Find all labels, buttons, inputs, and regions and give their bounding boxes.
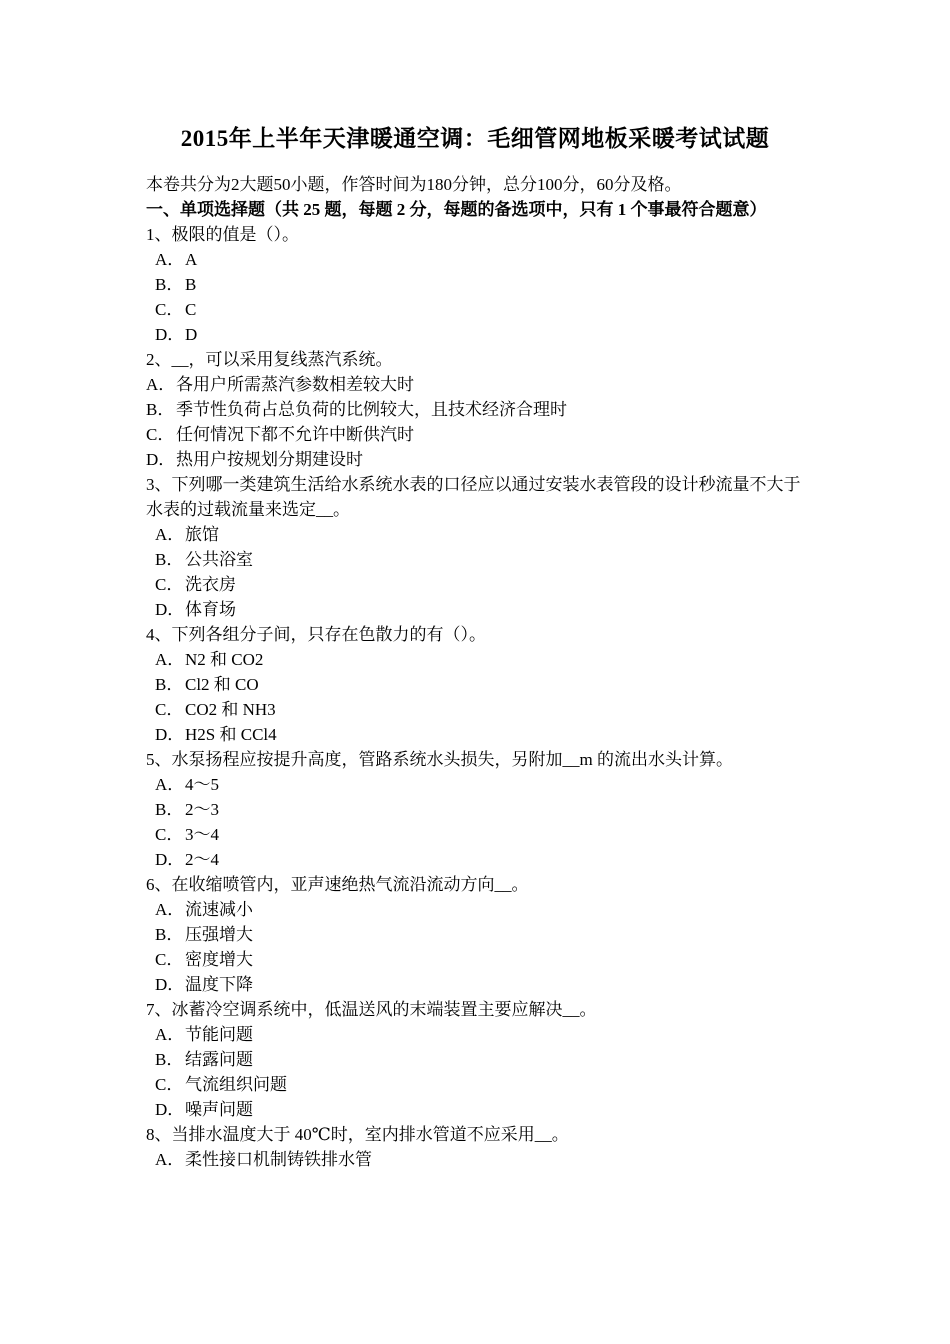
exam-intro: 本卷共分为2大题50小题，作答时间为180分钟，总分100分，60分及格。 xyxy=(146,175,682,194)
question-text: 1、极限的值是（）。 xyxy=(146,225,299,244)
question-text: 3、下列哪一类建筑生活给水系统水表的口径应以通过安装水表管段的设计秒流量不大于水表的过载流量来选定__。 xyxy=(146,475,801,519)
question-text: 8、当排水温度大于 40℃时，室内排水管道不应采用__。 xyxy=(146,1125,569,1144)
option-text: 2～3 xyxy=(185,800,219,819)
option-text: 结露问题 xyxy=(185,1050,253,1069)
question-text: 7、冰蓄冷空调系统中，低温送风的末端装置主要应解决__。 xyxy=(146,1000,597,1019)
option-key: A． xyxy=(155,650,185,669)
option-text: 4～5 xyxy=(185,775,219,794)
option-text: 公共浴室 xyxy=(185,550,253,569)
document-title: 2015年上半年天津暖通空调：毛细管网地板采暖考试试题 xyxy=(180,126,770,151)
option-key: A． xyxy=(155,525,185,544)
option-key: A． xyxy=(155,775,185,794)
answer-option xyxy=(146,247,816,272)
option-text: 流速减小 xyxy=(185,900,253,919)
answer-option xyxy=(146,1097,816,1122)
option-text: 噪声问题 xyxy=(185,1100,253,1119)
question-text: 4、下列各组分子间，只存在色散力的有（）。 xyxy=(146,625,486,644)
question-item xyxy=(146,222,816,347)
answer-option xyxy=(146,1047,816,1072)
option-key: C． xyxy=(155,575,184,594)
option-text: 旅馆 xyxy=(185,525,219,544)
question-item xyxy=(146,872,816,997)
answer-option xyxy=(146,1072,816,1097)
option-text: 气流组织问题 xyxy=(185,1075,287,1094)
answer-option xyxy=(146,322,816,347)
option-key: B． xyxy=(146,400,175,419)
option-key: A． xyxy=(155,250,185,269)
option-text: 任何情况下都不允许中断供汽时 xyxy=(176,425,414,444)
answer-option xyxy=(146,597,816,622)
answer-option xyxy=(146,547,816,572)
question-item xyxy=(146,472,816,622)
answer-option xyxy=(146,972,816,997)
question-text: 5、水泵扬程应按提升高度，管路系统水头损失，另附加__m 的流出水头计算。 xyxy=(146,750,733,769)
option-key: C． xyxy=(155,300,184,319)
question-item xyxy=(146,347,816,472)
answer-option xyxy=(146,522,816,547)
option-key: C． xyxy=(155,1075,184,1094)
option-text: 密度增大 xyxy=(185,950,253,969)
option-key: B． xyxy=(155,550,184,569)
option-text: 柔性接口机制铸铁排水管 xyxy=(185,1150,372,1169)
option-text: A xyxy=(185,250,198,269)
option-text: 节能问题 xyxy=(185,1025,253,1044)
option-text: D xyxy=(185,325,198,344)
option-key: B． xyxy=(155,800,184,819)
answer-option xyxy=(146,672,816,697)
option-text: Cl2 和 CO xyxy=(185,675,259,694)
answer-option xyxy=(146,447,816,472)
option-text: 温度下降 xyxy=(185,975,253,994)
answer-option xyxy=(146,922,816,947)
answer-option xyxy=(146,772,816,797)
answer-option xyxy=(146,947,816,972)
option-key: D． xyxy=(155,1100,185,1119)
option-text: B xyxy=(185,275,197,294)
document-body xyxy=(146,172,816,1172)
option-key: A． xyxy=(155,1150,185,1169)
option-key: C． xyxy=(146,425,175,444)
option-key: B． xyxy=(155,925,184,944)
answer-option xyxy=(146,822,816,847)
option-key: D． xyxy=(146,450,176,469)
answer-option xyxy=(146,897,816,922)
option-key: C． xyxy=(155,950,184,969)
answer-option xyxy=(146,297,816,322)
question-item xyxy=(146,997,816,1122)
option-key: B． xyxy=(155,1050,184,1069)
option-text: 2～4 xyxy=(185,850,219,869)
option-text: 体育场 xyxy=(185,600,236,619)
answer-option xyxy=(146,372,816,397)
answer-option xyxy=(146,572,816,597)
option-key: C． xyxy=(155,700,184,719)
answer-option xyxy=(146,797,816,822)
option-text: 各用户所需蒸汽参数相差较大时 xyxy=(176,375,414,394)
option-text: H2S 和 CCl4 xyxy=(185,725,277,744)
option-text: 洗衣房 xyxy=(185,575,236,594)
option-text: 季节性负荷占总负荷的比例较大，且技术经济合理时 xyxy=(176,400,567,419)
answer-option xyxy=(146,397,816,422)
option-key: C． xyxy=(155,825,184,844)
answer-option xyxy=(146,697,816,722)
option-text: 压强增大 xyxy=(185,925,253,944)
option-key: D． xyxy=(155,600,185,619)
option-key: A． xyxy=(146,375,176,394)
option-key: B． xyxy=(155,275,184,294)
option-text: 热用户按规划分期建设时 xyxy=(176,450,363,469)
question-item xyxy=(146,622,816,747)
option-key: D． xyxy=(155,725,185,744)
question-item xyxy=(146,1122,816,1172)
option-key: D． xyxy=(155,975,185,994)
option-key: D． xyxy=(155,325,185,344)
option-key: B． xyxy=(155,675,184,694)
option-text: 3～4 xyxy=(185,825,219,844)
answer-option xyxy=(146,722,816,747)
answer-option xyxy=(146,422,816,447)
question-text: 2、__，可以采用复线蒸汽系统。 xyxy=(146,350,393,369)
option-key: A． xyxy=(155,900,185,919)
answer-option xyxy=(146,647,816,672)
answer-option xyxy=(146,272,816,297)
question-list xyxy=(146,222,816,1172)
question-text: 6、在收缩喷管内，亚声速绝热气流沿流动方向__。 xyxy=(146,875,529,894)
answer-option xyxy=(146,1022,816,1047)
question-item xyxy=(146,747,816,872)
answer-option xyxy=(146,847,816,872)
option-text: N2 和 CO2 xyxy=(185,650,264,669)
option-text: CO2 和 NH3 xyxy=(185,700,276,719)
option-text: C xyxy=(185,300,197,319)
option-key: D． xyxy=(155,850,185,869)
section-heading: 一、单项选择题（共 25 题，每题 2 分，每题的备选项中，只有 1 个事最符合题意） xyxy=(146,200,767,219)
option-key: A． xyxy=(155,1025,185,1044)
answer-option xyxy=(146,1147,816,1172)
